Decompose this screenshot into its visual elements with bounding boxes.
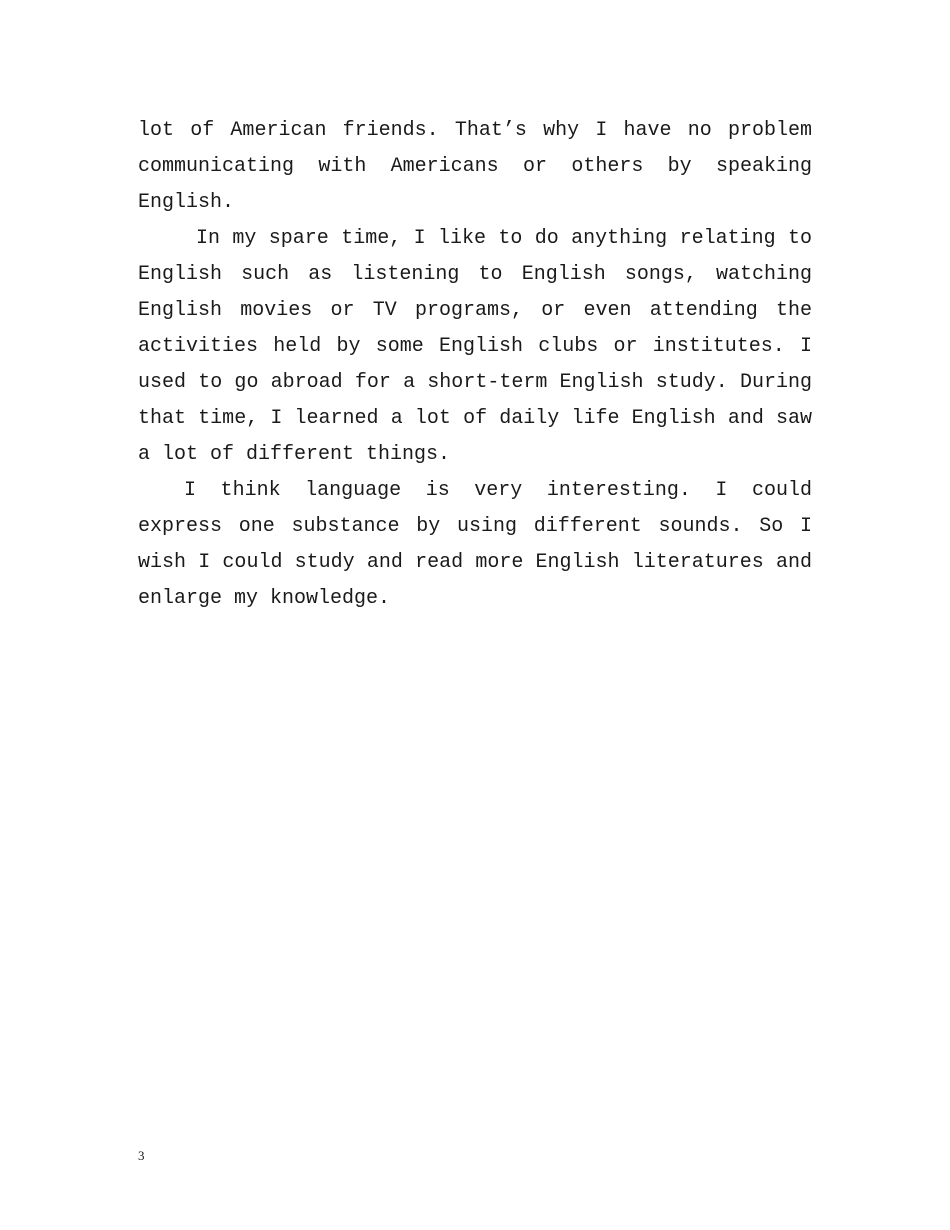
page-number: 3	[138, 1148, 145, 1163]
paragraph-1: lot of American friends. That’s why I have no problem communicating with Americans or others by speaking English.	[138, 119, 812, 214]
paragraph-2: In my spare time, I like to do anything relating to English such as listening to English songs, watching English movies or TV programs, or even attending the activities held by some English clubs or institutes. I used to go abroad for a short-term English study. During that time, I learned a lot of daily life English and saw a lot of different things.	[138, 227, 812, 466]
body-text	[138, 113, 812, 617]
paragraph-3: I think language is very interesting. I could express one substance by using different sounds. So I wish I could study and read more English literatures and enlarge my knowledge.	[138, 479, 812, 610]
